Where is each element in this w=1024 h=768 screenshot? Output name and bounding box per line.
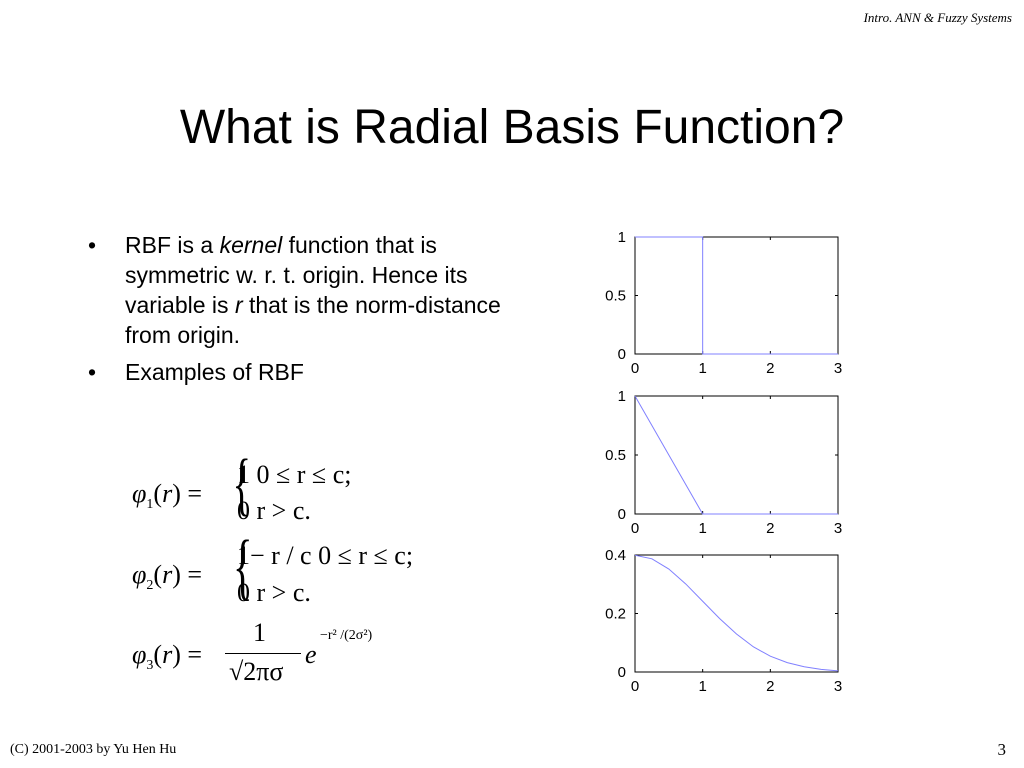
chart-2-xtick-label: 1 <box>698 520 707 537</box>
fraction-bar <box>225 653 301 654</box>
formula-phi1-case1: 1 0 ≤ r ≤ c; <box>237 460 352 489</box>
chart-1-xtick-label: 3 <box>833 360 843 377</box>
slide-title: What is Radial Basis Function? <box>179 101 845 154</box>
bullet-dot-icon: • <box>88 232 97 258</box>
page-number: 3 <box>997 740 1006 759</box>
formula-phi2-lhs: $\varphi_2(r)$ = <box>132 560 203 593</box>
formula-phi2-case2: 0 r > c. <box>237 578 311 607</box>
formula-brace-icon: { <box>232 526 253 608</box>
chart-1-xtick-label: 2 <box>766 360 775 377</box>
chart-3-xtick-label: 0 <box>630 678 640 695</box>
chart-3-xtick-label: 1 <box>698 678 707 695</box>
bullet-list <box>88 230 508 394</box>
chart-3-xtick-label: 3 <box>833 678 843 695</box>
chart-3-series-line <box>635 555 838 671</box>
header-note: Intro. ANN & Fuzzy Systems <box>863 10 1012 25</box>
formula-phi3-numerator: 1 <box>253 618 266 647</box>
chart-3-ytick-label: 0.4 <box>605 547 626 564</box>
chart-2-ytick-label: 0 <box>617 506 626 523</box>
bullet-dot-icon: • <box>88 359 97 385</box>
formula-phi3-denominator: √2πσ <box>229 657 284 686</box>
chart-2-xtick-label: 3 <box>833 520 843 537</box>
formula-phi2-case1: 1− r / c 0 ≤ r ≤ c; <box>237 541 414 570</box>
chart-1-ytick-label: 1 <box>617 229 626 246</box>
chart-3-ytick-label: 0.2 <box>605 605 626 623</box>
footer-copyright: (C) 2001-2003 by Yu Hen Hu <box>10 742 177 757</box>
formula-phi3-base: e <box>305 640 317 669</box>
chart-1-ytick-label: 0 <box>617 346 626 363</box>
chart-1-xtick-label: 0 <box>630 360 640 377</box>
chart-1-ytick-label: 0.5 <box>605 287 626 305</box>
formula-brace-icon: { <box>232 446 252 523</box>
chart-3-frame <box>635 555 838 672</box>
chart-1-series-line <box>635 237 838 354</box>
chart-2-ytick-label: 1 <box>617 388 626 405</box>
chart-2-xtick-label: 2 <box>766 520 775 537</box>
bullet-text: Examples of RBF <box>125 359 304 385</box>
chart-1-frame <box>635 237 838 354</box>
bullet-item-rbf-definition <box>88 230 508 350</box>
formula-phi3-lhs: $\varphi_3(r)$ = <box>132 640 203 673</box>
chart-2-series-line <box>635 396 838 514</box>
formula-phi1-case2: 0 r > c. <box>237 496 311 525</box>
bullet-item-examples <box>88 357 508 387</box>
chart-2-ytick-label: 0.5 <box>605 447 626 464</box>
formula-phi3-exponent: −r² /(2σ²) <box>320 628 373 643</box>
bullet-text: RBF is a kernel function that is symmetric w. r. t. origin. Hence its variable is r that is the norm-distance from origin. <box>125 232 501 348</box>
chart-1-xtick-label: 1 <box>698 360 707 377</box>
chart-2-xtick-label: 0 <box>630 520 640 537</box>
chart-2-frame <box>635 396 838 514</box>
formula-phi1-lhs: $\varphi_1(r)$ = <box>132 479 203 512</box>
chart-3-ytick-label: 0 <box>617 664 626 681</box>
chart-3-xtick-label: 2 <box>766 678 775 695</box>
